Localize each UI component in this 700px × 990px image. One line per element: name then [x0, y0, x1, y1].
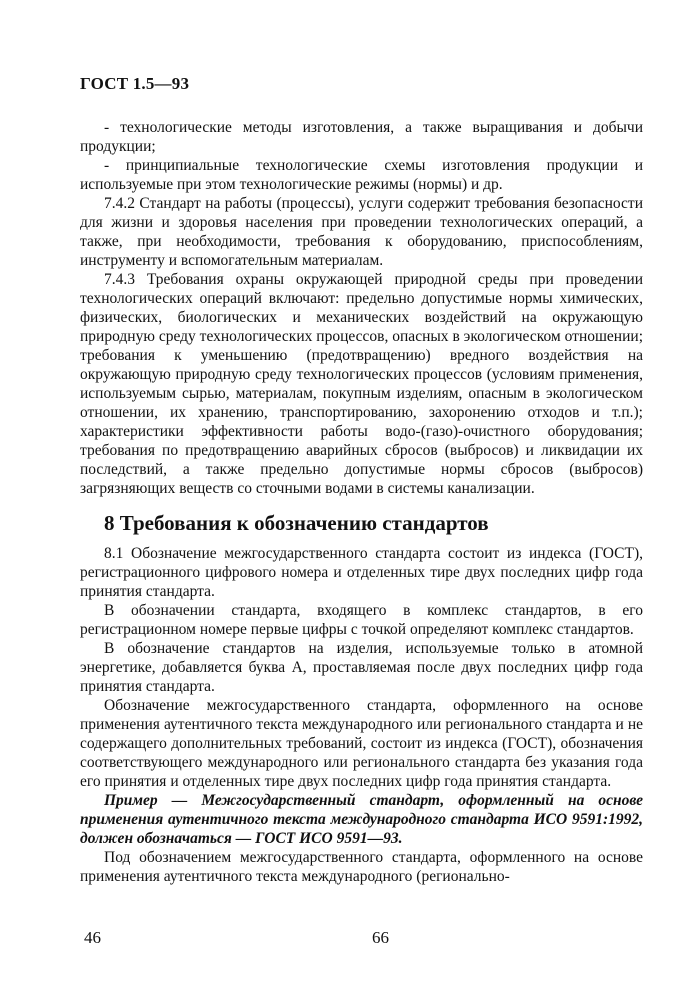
page-header-title: ГОСТ 1.5—93 — [80, 74, 190, 93]
paragraph-8-1: 8.1 Обозначение межгосударственного стандарта состоит из индекса (ГОСТ), регистрационного цифрового номера и отделенных тире двух последних цифр года принятия стандарта. — [80, 545, 643, 600]
paragraph-nuclear: В обозначение стандартов на изделия, используемые только в атомной энергетике, добавляется буква А, проставляемая после двух последних цифр года принятия стандарта. — [80, 640, 643, 695]
paragraph-7-4-2: 7.4.2 Стандарт на работы (процессы), услуги содержит требования безопасности для жизни и здоровья населения при проведении технологических операций, а также, при необходимости, требования к оборудованию, приспособлениям, инструменту и вспомогательным материалам. — [80, 195, 643, 269]
section-heading: 8 Требования к обозначению стандартов — [104, 511, 489, 535]
example-paragraph: Пример — Межгосударственный стандарт, оформленный на основе применения аутентичного текста международного стандарта ИСО 9591:1992, должен обозначаться — ГОСТ ИСО 9591—93. — [80, 792, 643, 847]
page-number-center: 66 — [372, 928, 389, 947]
paragraph-7-4-3: 7.4.3 Требования охраны окружающей природной среды при проведении технологических операций включают: предельно допустимые нормы химических, физических, биологических и механических воздействий на окружающую природную среду технологических процессов, опасных в экологическом отношении; требования к уменьшению (предотвращению) вредного воздействия на окружающую природную среду технологических процессов (условиям применения, используемым сырью, материалам, покупным изделиям, опасным в экологическом отношении, их хранению, транспортированию, захоронению отходов и т.п.); характеристики эффективности работы водо-(газо)-очистного оборудования; требования по предотвращению аварийных сбросов (выбросов) и ликвидации их последствий, а также предельно допустимые нормы сбросов (выбросов) загрязняющих веществ со сточными водами в системы канализации. — [80, 271, 643, 497]
page-number-left: 46 — [84, 928, 101, 947]
paragraph-schemes: - принципиальные технологические схемы изготовления продукции и используемые при этом технологические режимы (нормы) и др. — [80, 157, 643, 193]
document-body — [80, 118, 643, 886]
paragraph-methods: - технологические методы изготовления, а также выращивания и добычи продукции; — [80, 119, 643, 155]
paragraph-complex: В обозначении стандарта, входящего в комплекс стандартов, в его регистрационном номере первые цифры с точкой определяют комплекс стандартов. — [80, 602, 643, 638]
paragraph-authentic: Обозначение межгосударственного стандарта, оформленного на основе применения аутентичного текста международного или регионального стандарта и не содержащего дополнительных требований, состоит из индекса (ГОСТ), обозначения соответствующего международного или регионального стандарта без указания года его принятия и отделенных тире двух последних цифр года принятия стандарта. — [80, 697, 643, 790]
paragraph-continued: Под обозначением межгосударственного стандарта, оформленного на основе применения аутентичного текста международного (регионально- — [80, 849, 643, 885]
